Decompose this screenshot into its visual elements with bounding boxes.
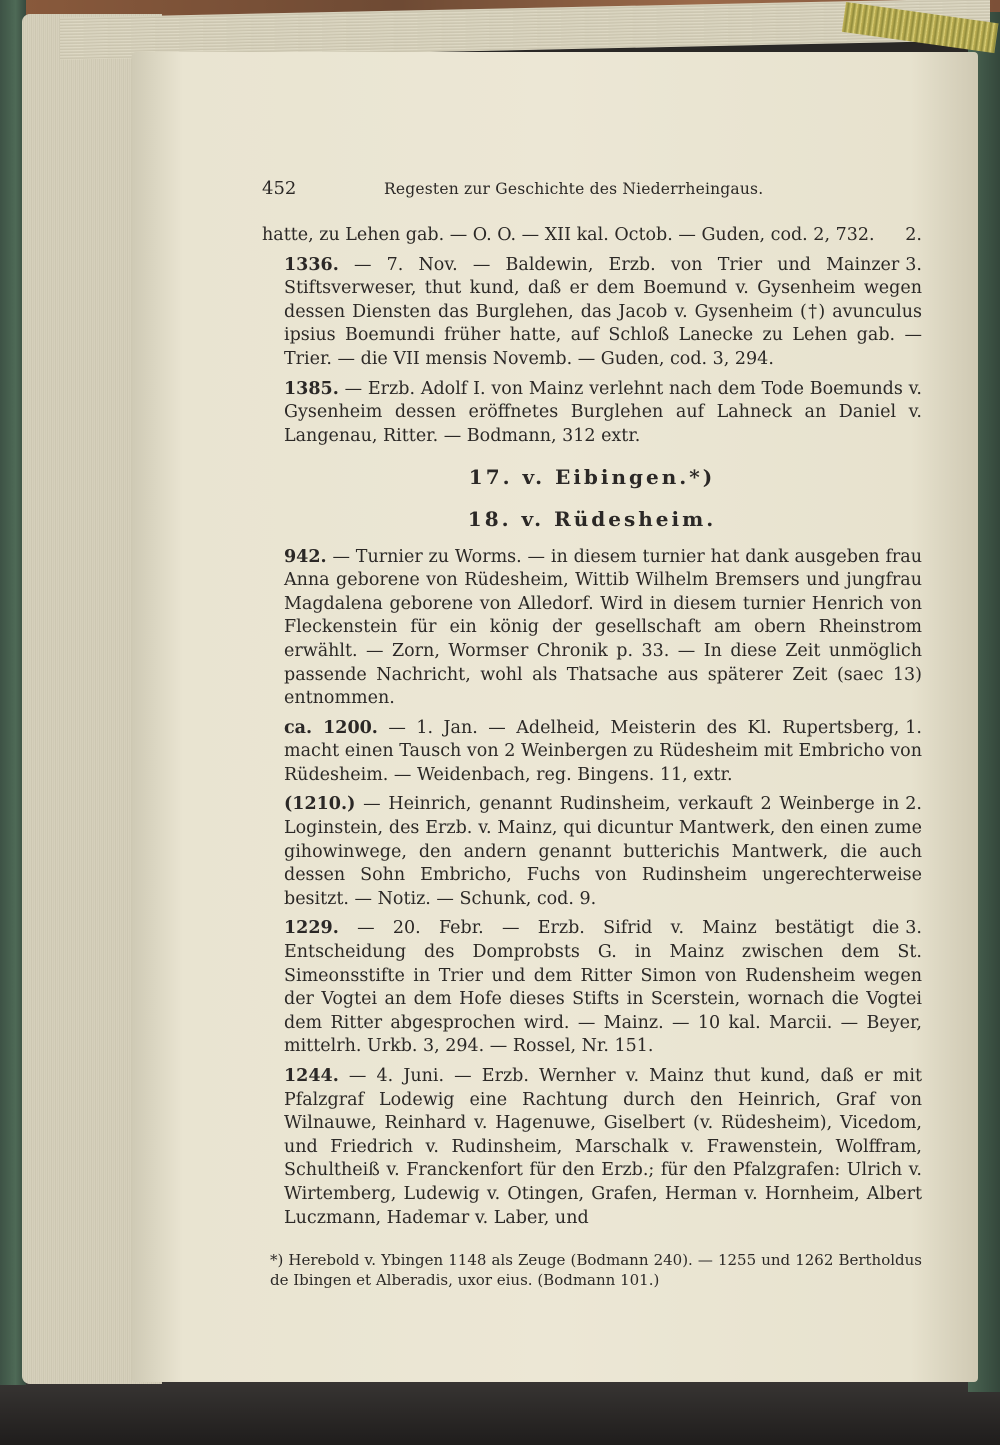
- entry-text: hatte, zu Lehen gab. — O. O. — XII kal. Octob. — Guden, cod. 2, 732.: [262, 225, 875, 245]
- entry-1200: [262, 717, 922, 788]
- entry-reference-number: 2.: [905, 794, 922, 815]
- entry-text: — Heinrich, genannt Rudinsheim, verkauft 2 Weinberge in Loginstein, des Erzb. v. Mainz, qui dicuntur Mantwerk, den einen zume gihowinwege, den andern genannt butterichis Mantwerk, die auch dessen Sohn Embricho, Fuchs von Rudinsheim ungerechterweise besitzt. — Notiz. — Schunk, cod. 9.: [284, 794, 922, 909]
- entry-text: — Erzb. Adolf I. von Mainz verlehnt nach dem Tode Boemunds v. Gysenheim dessen eröffnetes Burglehen auf Lahneck an Daniel v. Langenau, Ritter. — Bodmann, 312 extr.: [284, 378, 922, 446]
- entry-year: 1385.: [284, 378, 339, 399]
- entry-text: — 7. Nov. — Baldewin, Erzb. von Trier und Mainzer Stiftsverweser, thut kund, daß er dem Boemund v. Gysenheim wegen dessen Diensten das Burglehen, das Jacob v. Gysenheim (†) avunculus ipsius Boemundi früher hatte, auf Schloß Lanecke zu Lehen gab. — Trier. — die VII mensis Novemb. — Guden, cod. 3, 294.: [284, 254, 922, 369]
- entry-year: ca. 1200.: [284, 717, 378, 738]
- page-header: [262, 178, 922, 200]
- entry-1229: [262, 917, 922, 1059]
- section-heading-ruedesheim: 18. v. Rüdesheim.: [467, 506, 717, 531]
- section-heading-eibingen: 17. v. Eibingen.*): [468, 465, 716, 490]
- entry-year: (1210.): [284, 794, 356, 815]
- entry-text: — Turnier zu Worms. — in diesem turnier hat dank ausgeben frau Anna geborene von Rüdesheim, Wittib Wilhelm Bremsers und jungfrau Magdalena geborene von Alledorf. Wird in diesem turnier Henrich von Fleckenstein für ein könig der gesellschaft am obern Rheinstrom erwählt. — Zorn, Wormser Chronik p. 33. — In diese Zeit unmöglich passende Nachricht, wohl als Thatsache aus späterer Zeit (saec 13) entnommen.: [284, 546, 922, 709]
- entry-reference-number: 2.: [905, 225, 922, 245]
- background-bottom: [0, 1375, 1000, 1445]
- entry-1244: [262, 1065, 922, 1230]
- footnote: *) Herebold v. Ybingen 1148 als Zeuge (Bodmann 240). — 1255 und 1262 Bertholdus de Ibingen et Alberadis, uxor eius. (Bodmann 101.): [270, 1251, 922, 1290]
- entry-continuation: [262, 224, 922, 248]
- entry-942: [262, 546, 922, 711]
- entry-1385: [262, 378, 922, 449]
- page-number: 452: [262, 178, 297, 199]
- entry-text: — 4. Juni. — Erzb. Wernher v. Mainz thut kund, daß er mit Pfalzgraf Lodewig eine Rachtung durch den Heinrich, Graf von Wilnauwe, Reinhard v. Hagenuwe, Giselbert (v. Rüdesheim), Vicedom, und Friedrich v. Rudinsheim, Marschalk v. Frawenstein, Wolffram, Schultheiß v. Franckenfort für den Erzb.; für den Pfalzgrafen: Ulrich v. Wirtemberg, Ludewig v. Otingen, Grafen, Herman v. Hornheim, Albert Luczmann, Hademar v. Laber, und: [284, 1066, 922, 1228]
- entry-reference-number: 3.: [905, 254, 922, 275]
- entry-reference-number: 3.: [905, 918, 922, 939]
- entry-text: — 1. Jan. — Adelheid, Meisterin des Kl. Rupertsberg, macht einen Tausch von 2 Weinbergen zu Rüdesheim mit Embricho von Rüdesheim. — Weidenbach, reg. Bingens. 11, extr.: [284, 717, 922, 785]
- entry-reference-number: 1.: [905, 717, 922, 738]
- entry-year: 942.: [284, 546, 327, 567]
- page-content: [262, 178, 922, 1296]
- entry-text: — 20. Febr. — Erzb. Sifrid v. Mainz bestätigt die Entscheidung des Domprobsts G. in Mainz zwischen dem St. Simeonsstifte in Trier und dem Ritter Simon von Rudensheim wegen der Vogtei an dem Hofe dieses Stifts in Scerstein, wornach die Vogtei dem Ritter abgesprochen wird. — Mainz. — 10 kal. Marcii. — Beyer, mittelrh. Urkb. 3, 294. — Rossel, Nr. 151.: [284, 918, 922, 1057]
- running-head: Regesten zur Geschichte des Niederrheingaus.: [384, 180, 764, 198]
- entry-1336: [262, 254, 922, 372]
- entry-year: 1229.: [284, 918, 339, 939]
- entry-year: 1336.: [284, 254, 339, 275]
- entry-year: 1244.: [284, 1066, 339, 1086]
- entry-1210: [262, 793, 922, 911]
